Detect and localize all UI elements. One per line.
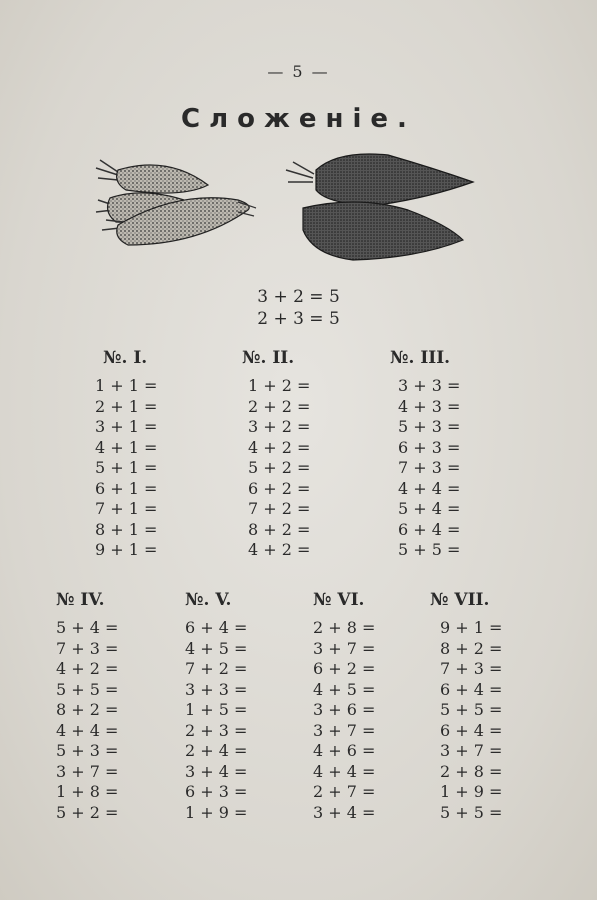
exercise-item: 5 + 1 = xyxy=(95,458,158,477)
exercise-6 xyxy=(313,590,375,823)
exercise-item: 2 + 7 = xyxy=(313,782,376,801)
exercise-item: 5 + 2 = xyxy=(248,458,311,477)
exercise-item: 4 + 5 = xyxy=(185,638,248,658)
exercise-item: 6 + 1 = xyxy=(95,478,158,498)
exercise-item: 7 + 2 = xyxy=(248,499,311,518)
intro-equation: 2 + 3 = 5 xyxy=(257,309,340,329)
exercise-item: 6 + 4 = xyxy=(440,720,503,740)
exercise-item: 1 + 2 = xyxy=(248,376,311,395)
exercise-heading: № VII. xyxy=(430,590,490,610)
exercise-item: 3 + 7 = xyxy=(313,638,376,658)
exercise-item: 8 + 1 = xyxy=(95,519,158,539)
exercise-heading: №. I. xyxy=(103,348,148,368)
exercise-item: 1 + 5 = xyxy=(185,700,248,719)
exercise-item: 4 + 1 = xyxy=(95,437,158,457)
exercise-4 xyxy=(56,590,118,823)
page-number: — 5 — xyxy=(267,62,330,81)
exercise-item: 5 + 3 = xyxy=(398,417,461,436)
intro-equations xyxy=(0,286,597,330)
exercise-item: 7 + 3 = xyxy=(398,458,461,477)
exercise-item: 5 + 5 = xyxy=(56,679,119,699)
exercise-item: 2 + 8 = xyxy=(440,761,503,781)
exercise-item: 9 + 1 = xyxy=(95,540,158,559)
exercise-item: 3 + 3 = xyxy=(185,679,248,699)
exercise-5 xyxy=(185,590,247,823)
exercise-item: 6 + 3 = xyxy=(398,437,461,457)
exercise-item: 6 + 2 = xyxy=(248,478,311,498)
exercise-heading: №. V. xyxy=(185,590,232,610)
exercise-item: 4 + 6 = xyxy=(313,741,376,760)
exercise-item: 4 + 4 = xyxy=(313,761,376,781)
exercise-item: 8 + 2 = xyxy=(56,700,119,719)
exercise-item: 2 + 2 = xyxy=(248,396,311,416)
exercise-heading: № VI. xyxy=(313,590,365,610)
exercise-item: 2 + 8 = xyxy=(313,618,376,637)
exercise-heading: №. III. xyxy=(390,348,451,368)
exercise-item: 8 + 2 = xyxy=(248,519,311,539)
exercise-item: 4 + 2 = xyxy=(248,437,311,457)
exercise-item: 4 + 5 = xyxy=(313,679,376,699)
exercise-item: 3 + 6 = xyxy=(313,700,376,719)
exercise-item: 5 + 3 = xyxy=(56,741,119,760)
exercise-item: 4 + 2 = xyxy=(56,659,119,678)
exercise-7 xyxy=(430,590,503,823)
page-title: Сложеніе. xyxy=(181,104,416,134)
carrots-illustration xyxy=(88,150,488,265)
exercise-item: 6 + 4 = xyxy=(185,618,248,637)
exercise-item: 3 + 7 = xyxy=(56,761,119,781)
right-carrots xyxy=(286,154,473,260)
exercise-item: 4 + 4 = xyxy=(56,720,119,740)
exercise-item: 4 + 2 = xyxy=(248,540,311,559)
exercise-item: 4 + 4 = xyxy=(398,478,461,498)
exercise-item: 3 + 4 = xyxy=(313,802,376,822)
exercise-item: 5 + 5 = xyxy=(440,700,503,719)
exercise-item: 5 + 5 = xyxy=(440,802,503,822)
exercise-heading: №. II. xyxy=(242,348,295,368)
exercise-item: 3 + 2 = xyxy=(248,417,311,436)
exercise-item: 9 + 1 = xyxy=(440,618,503,637)
exercise-item: 3 + 3 = xyxy=(398,376,461,395)
exercise-item: 7 + 3 = xyxy=(440,659,503,678)
exercise-item: 7 + 3 = xyxy=(56,638,119,658)
exercise-item: 6 + 4 = xyxy=(398,519,461,539)
exercise-item: 8 + 2 = xyxy=(440,638,503,658)
exercise-item: 6 + 4 = xyxy=(440,679,503,699)
exercise-item: 5 + 4 = xyxy=(56,618,119,637)
exercise-item: 5 + 5 = xyxy=(398,540,461,559)
exercise-item: 6 + 3 = xyxy=(185,782,248,801)
exercise-2 xyxy=(242,348,311,561)
exercise-item: 7 + 1 = xyxy=(95,499,158,518)
exercise-item: 1 + 9 = xyxy=(185,802,248,822)
exercise-item: 3 + 4 = xyxy=(185,761,248,781)
exercise-item: 3 + 7 = xyxy=(440,741,503,760)
exercise-item: 2 + 3 = xyxy=(185,720,248,740)
exercise-item: 4 + 3 = xyxy=(398,396,461,416)
exercise-item: 6 + 2 = xyxy=(313,659,376,678)
exercise-3 xyxy=(390,348,461,561)
exercise-item: 1 + 8 = xyxy=(56,782,119,801)
exercise-item: 3 + 1 = xyxy=(95,417,158,436)
exercise-item: 1 + 9 = xyxy=(440,782,503,801)
exercise-item: 3 + 7 = xyxy=(313,720,376,740)
exercise-heading: № IV. xyxy=(56,590,105,610)
exercise-item: 2 + 4 = xyxy=(185,741,248,760)
intro-equation: 3 + 2 = 5 xyxy=(257,287,340,307)
exercise-1 xyxy=(95,348,157,561)
exercise-item: 5 + 4 = xyxy=(398,499,461,518)
exercise-item: 2 + 1 = xyxy=(95,396,158,416)
exercise-item: 5 + 2 = xyxy=(56,802,119,822)
left-carrots xyxy=(96,160,256,245)
exercise-item: 7 + 2 = xyxy=(185,659,248,678)
exercise-item: 1 + 1 = xyxy=(95,376,158,395)
